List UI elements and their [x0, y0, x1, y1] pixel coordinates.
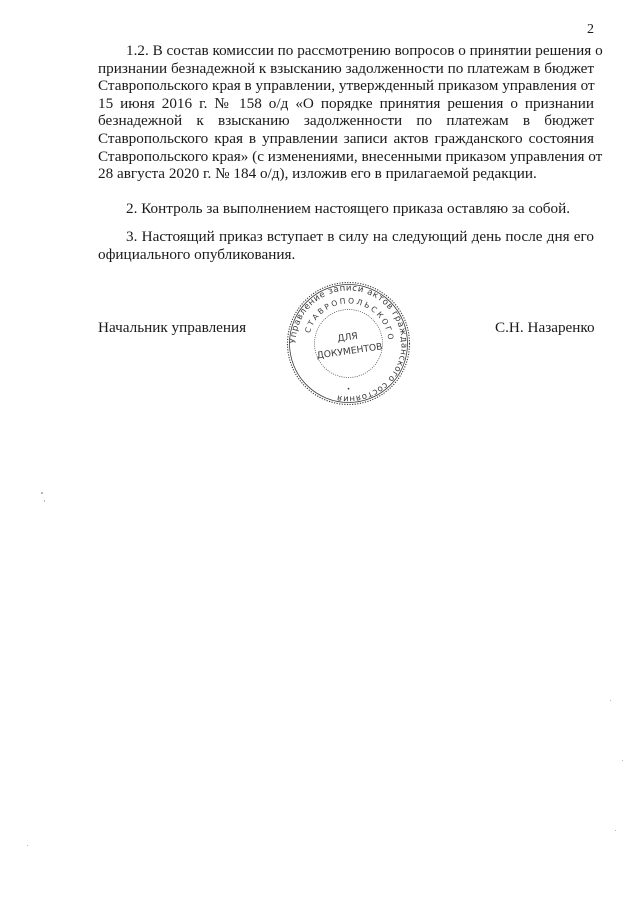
paragraph-1-line: 1.2. В состав комиссии по рассмотрению вопросов о принятии решения о	[126, 42, 603, 59]
paragraph-1-line: безнадежной к взысканию задолженности по платежам в бюджет	[98, 112, 594, 130]
paragraph-2	[98, 200, 594, 218]
paragraph-1-line: Ставропольского края» (с изменениями, внесенными приказом управления от	[98, 147, 603, 165]
stamp-outer-text: Управление записи актов гражданского состояния	[288, 283, 409, 404]
paragraph-3-line: официального опубликования.	[98, 245, 296, 263]
paragraph-3	[98, 228, 594, 263]
signature-name: С.Н. Назаренко	[495, 319, 595, 336]
paragraph-1-line: Ставропольского края в управлении записи актов гражданского состояния	[98, 129, 594, 147]
signature-position: Начальник управления	[98, 319, 247, 336]
stamp-center-line-1: ДЛЯ	[336, 330, 359, 345]
paragraph-3-line: 3. Настоящий приказ вступает в силу на следующий день после дня его	[126, 228, 594, 245]
paragraph-1	[98, 42, 603, 183]
page-number: 2	[587, 22, 594, 37]
paragraph-2-line: 2. Контроль за выполнением настоящего приказа оставляю за собой.	[126, 200, 571, 217]
paragraph-1-line: 15 июня 2016 г. № 158 о/д «О порядке принятия решения о признании	[98, 94, 594, 112]
paragraph-1-line: 28 августа 2020 г. № 184 о/д), изложив его в прилагаемой редакции.	[98, 165, 537, 183]
svg-text:•: •	[346, 386, 351, 393]
paragraph-1-line: признании безнадежной к взысканию задолженности по платежам в бюджет	[98, 59, 594, 77]
official-stamp	[285, 280, 412, 407]
stamp-inner-text: СТАВРОПОЛЬСКОГО	[302, 296, 396, 343]
stamp-center-line-2: ДОКУМЕНТОВ	[316, 341, 384, 362]
paragraph-1-line: Ставропольского края в управлении, утвержденный приказом управления от	[98, 77, 595, 95]
